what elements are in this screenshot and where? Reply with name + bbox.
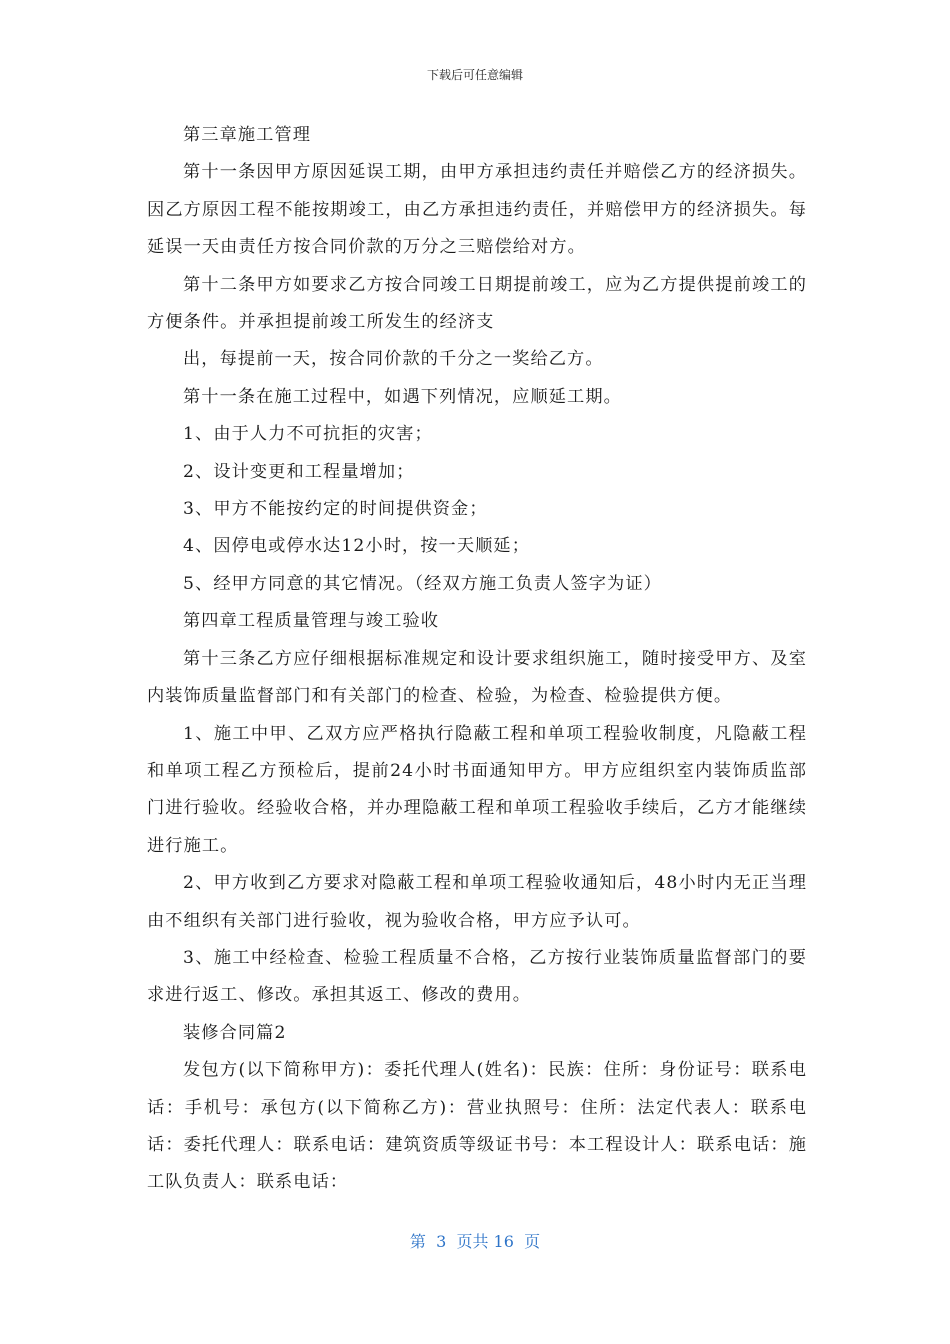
list-item: 5、经甲方同意的其它情况。（经双方施工负责人签字为证） [183, 573, 662, 594]
document-body [147, 117, 807, 1202]
article-11-extension: 第十一条在施工过程中，如遇下列情况，应顺延工期。 [183, 386, 622, 407]
page-footer-pagination: 第 3 页共 16 页 [409, 1232, 541, 1251]
article-12-continued: 出，每提前一天，按合同价款的千分之一奖给乙方。 [183, 349, 604, 370]
chapter-heading-3: 第三章施工管理 [183, 125, 312, 145]
page-header-note: 下载后可任意编辑 [426, 68, 523, 82]
list-item: 4、因停电或停水达12小时，按一天顺延； [183, 536, 530, 557]
list-item: 1、由于人力不可抗拒的灾害； [183, 424, 433, 445]
section-title-contract-2: 装修合同篇2 [183, 1022, 287, 1043]
list-item: 2、甲方收到乙方要求对隐蔽工程和单项工程验收通知后，48小时内无正当理由不组织有关部门进行验收，视为验收合格，甲方应予认可。 [147, 873, 807, 931]
article-12-early-completion: 第十二条甲方如要求乙方按合同竣工日期提前竣工，应为乙方提供提前竣工的方便条件。并承担提前竣工所发生的经济支 [147, 274, 807, 333]
list-item: 3、甲方不能按约定的时间提供资金； [183, 499, 488, 520]
list-item: 3、施工中经检查、检验工程质量不合格，乙方按行业装饰质量监督部门的要求进行返工、修改。承担其返工、修改的费用。 [147, 947, 807, 1006]
list-item: 1、施工中甲、乙双方应严格执行隐蔽工程和单项工程验收制度，凡隐蔽工程和单项工程乙方预检后，提前24小时书面通知甲方。甲方应组织室内装饰质监部门进行验收。经验收合格，并办理隐蔽工程和单项工程验收手续后，乙方才能继续进行施工。 [147, 723, 807, 856]
chapter-heading-4: 第四章工程质量管理与竣工验收 [183, 611, 440, 632]
list-item: 2、设计变更和工程量增加； [183, 461, 415, 482]
parties-info: 发包方(以下简称甲方)：委托代理人(姓名)：民族：住所：身份证号：联系电话：手机号：承包方(以下简称乙方)：营业执照号：住所：法定代表人：联系电话：委托代理人：联系电话：建筑资质等级证书号：本工程设计人：联系电话：施工队负责人：联系电话： [147, 1060, 807, 1193]
article-13-quality: 第十三条乙方应仔细根据标准规定和设计要求组织施工，随时接受甲方、及室内装饰质量监督部门和有关部门的检查、检验，为检查、检验提供方便。 [147, 648, 807, 707]
article-11-delay: 第十一条因甲方原因延误工期，由甲方承担违约责任并赔偿乙方的经济损失。因乙方原因工程不能按期竣工，由乙方承担违约责任，并赔偿甲方的经济损失。每延误一天由责任方按合同价款的万分之三赔偿给对方。 [147, 162, 807, 258]
